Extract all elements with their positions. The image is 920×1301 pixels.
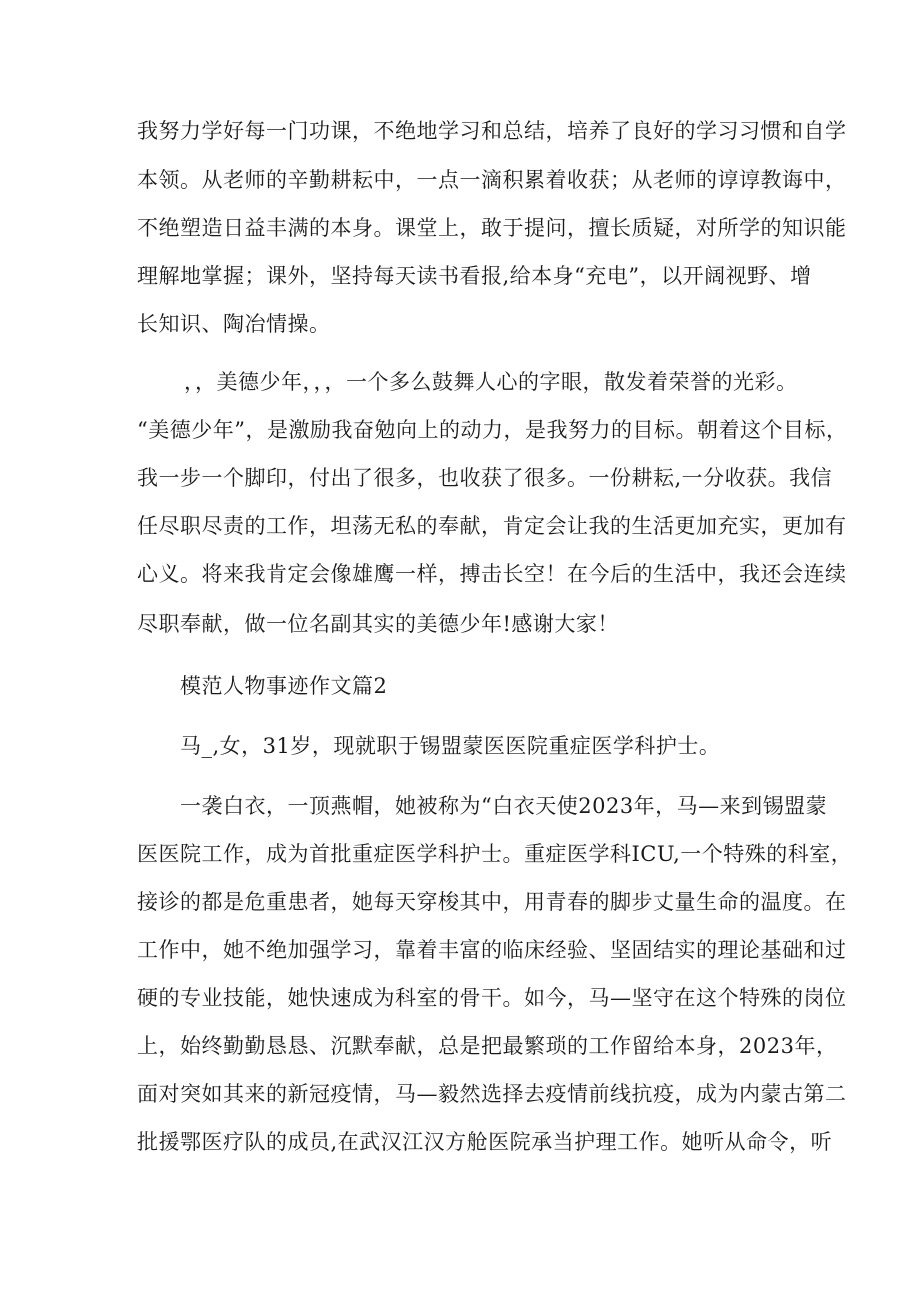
text-line: 一袭白衣，一顶燕帽，她被称为“白衣天使2023年，马—来到锡盟蒙 (180, 794, 828, 818)
text-line: 接诊的都是危重患者，她每天穿梭其中，用青春的脚步丈量生命的温度。在 (137, 890, 847, 914)
text-line: 尽职奉献，做一位名副其实的美德少年!感谢大家！ (137, 612, 619, 636)
section-heading: 模范人物事迹作文篇2 (180, 674, 388, 698)
text-line: 上，始终勤勤恳恳、沉默奉献，总是把最繁琐的工作留给本身，2023年， (137, 1034, 838, 1058)
text-line: 长知识、陶冶情操。 (137, 312, 331, 336)
text-line: 批援鄂医疗队的成员,在武汉江汉方舱医院承当护理工作。她听从命令，听 (137, 1130, 833, 1154)
text-line: 我努力学好每一门功课，不绝地学习和总结，培养了良好的学习习惯和自学 (137, 119, 847, 143)
text-line: “美德少年”，是激励我奋勉向上的动力，是我努力的目标。朝着这个目标， (137, 418, 848, 442)
text-line: 我一步一个脚印，付出了很多，也收获了很多。一份耕耘,一分收获。我信 (137, 466, 833, 490)
text-line: 硬的专业技能，她快速成为科室的骨干。如今，马—坚守在这个特殊的岗位 (137, 986, 847, 1010)
text-line: 面对突如其来的新冠疫情，马—毅然选择去疫情前线抗疫，成为内蒙古第二 (137, 1082, 847, 1106)
text-line: 不绝塑造日益丰满的本身。课堂上，敢于提问，擅长质疑，对所学的知识能 (137, 216, 847, 240)
text-line: 心义。将来我肯定会像雄鹰一样，搏击长空！在今后的生活中，我还会连续 (137, 562, 847, 586)
text-line: 本领。从老师的辛勤耕耘中，一点一滴积累着收获；从老师的谆谆教诲中， (137, 168, 847, 192)
text-line: ，，美德少年，，，一个多么鼓舞人心的字眼，散发着荣誉的光彩。 (184, 370, 798, 394)
text-line: 任尽职尽责的工作，坦荡无私的奉献，肯定会让我的生活更加充实，更加有 (137, 514, 847, 538)
text-line: 工作中，她不绝加强学习，靠着丰富的临床经验、坚固结实的理论基础和过 (137, 938, 847, 962)
text-line: 医医院工作，成为首批重症医学科护士。重症医学科ICU,一个特殊的科室， (137, 842, 853, 866)
text-line: 理解地掌握；课外，坚持每天读书看报,给本身“充电”，以开阔视野、增 (137, 264, 812, 288)
text-line: 马_,女，31岁，现就职于锡盟蒙医医院重症医学科护士。 (180, 734, 721, 758)
